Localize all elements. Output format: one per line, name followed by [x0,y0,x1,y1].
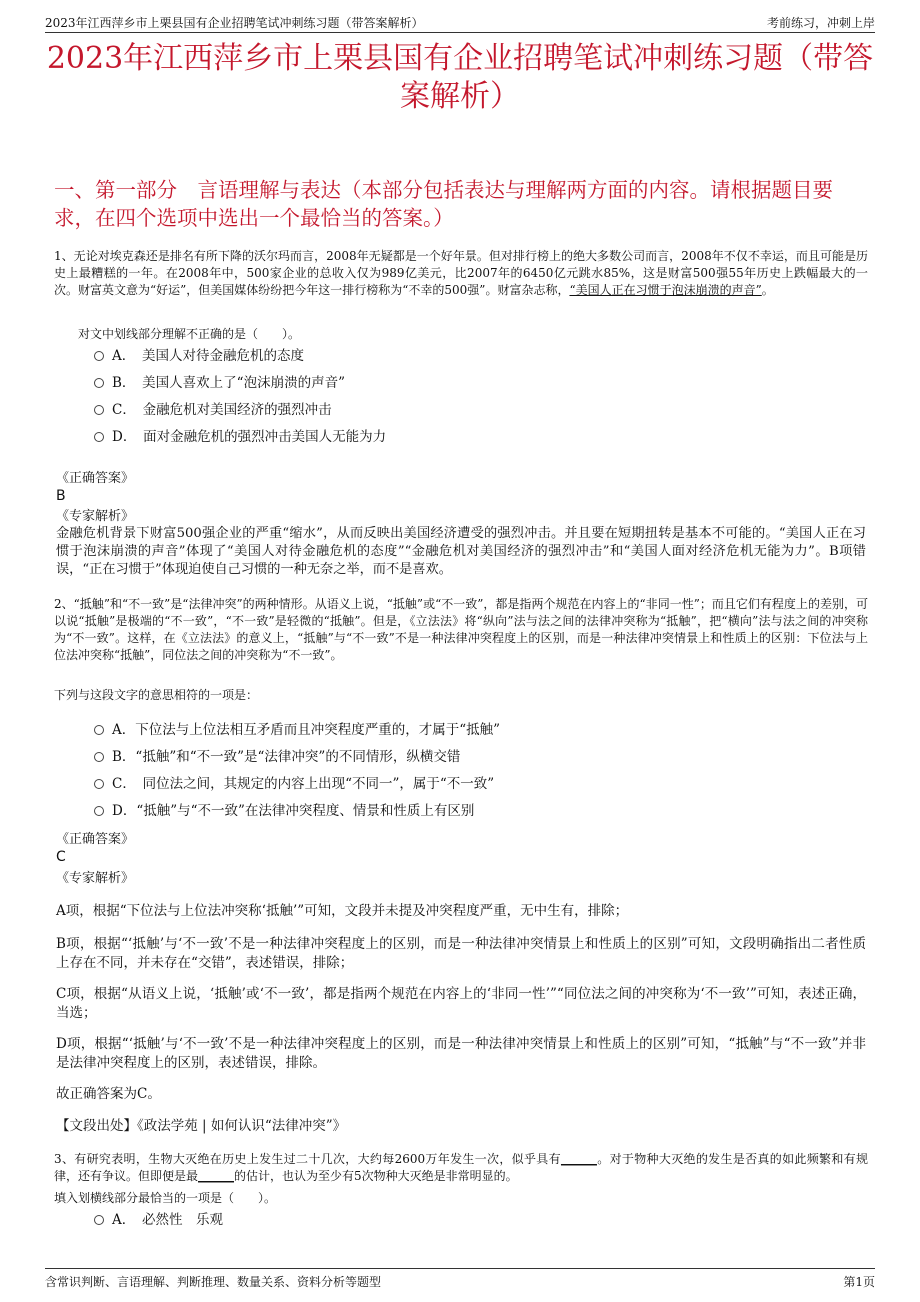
page-header [45,12,875,33]
q2-analysis-d: D项，根据“‘抵触’与‘不一致’不是一种法律冲突程度上的区别，而是一种法律冲突情景上和性质上的区别”可知，“抵触”与“不一致”并非是法律冲突程度上的区别，表述错误，排除。 [56,1036,866,1071]
q2-analysis-c: C项，根据“从语义上说，‘抵触’或‘不一致’，都是指两个规范在内容上的‘非同一性’”“同位法之间的冲突称为‘不一致’”可知，表述正确，当选； [56,986,866,1021]
document-title: 2023年江西萍乡市上栗县国有企业招聘笔试冲刺练习题（带答案解析） [46,41,874,114]
q2-option-c-label: C． 同位法之间，其规定的内容上出现“不同一”，属于“不一致” [112,776,495,792]
q3-blank-2: ______ [198,1169,235,1183]
radio-icon [94,752,104,762]
q1-analysis: 金融危机背景下财富500强企业的严重“缩水”，从而反映出美国经济遭受的强烈冲击。并且要在短期扭转是基本不可能的。“美国人正在习惯于泡沫崩溃的声音”体现了“美国人对待金融危机的态度”“金融危机对美国经济的强烈冲击”和“美国人面对经济危机无能为力”。B项错误，“正在习惯于”体现迫使自己习惯的一种无奈之举，而不是喜欢。 [56,526,866,577]
q1-underlined-text: “美国人正在习惯于泡沫崩溃的声音” [569,283,762,297]
radio-icon [94,806,104,816]
q2-answer: C [56,849,66,865]
footer-note: 含常识判断、言语理解、判断推理、数量关系、资料分析等题型 [45,1275,382,1289]
q2-source: 【文段出处】《政法学苑 | 如何认识“法律冲突”》 [56,1118,347,1134]
q2-option-b-label: B．“抵触”和“不一致”是“法律冲突”的不同情形，纵横交错 [112,749,461,765]
q2-passage: 2、“抵触”和“不一致”是“法律冲突”的两种情形。从语义上说，“抵触”或“不一致”，都是指两个规范在内容上的“非同一性”；而且它们有程度上的差别，可以说“抵触”是极端的“不一致”，“不一致”是轻微的“抵触”。但是，《立法法》将“纵向”法与法之间的法律冲突称为“抵触”，把“横向”法与法之间的冲突称为“不一致”。这样，在《立法法》的意义上，“抵触”与“不一致”不是一种法律冲突程度上的区别，而是一种法律冲突情景上和性质上的区别：下位法与上位法冲突称“抵触”，同位法之间的冲突称为“不一致”。 [54,597,868,662]
q1-analysis-label: 《专家解析》 [56,509,135,524]
q1-passage [54,248,868,299]
q1-passage-end: 。 [761,283,774,297]
q3-passage-b: 。对于物种大灭绝的发生是否真的如此频繁和有规律，还有争议。但即便是最 [54,1152,868,1183]
radio-icon [94,432,104,442]
radio-icon [94,725,104,735]
q2-analysis-a: A项，根据“下位法与上位法冲突称‘抵触’”可知，文段并未提及冲突程度严重，无中生有，排除； [56,903,629,919]
radio-icon [94,378,104,388]
page-footer [45,1268,875,1289]
q1-option-c-label: C． 金融危机对美国经济的强烈冲击 [112,402,332,418]
q2-option-a[interactable] [94,720,500,740]
q1-option-c[interactable] [94,400,332,420]
q2-analysis-label: 《专家解析》 [56,871,135,886]
q3-option-a-label: A． 必然性 乐观 [112,1212,223,1228]
radio-icon [94,779,104,789]
q1-option-a-label: A． 美国人对待金融危机的态度 [112,348,304,364]
q3-prompt: 填入划横线部分最恰当的一项是（ ）。 [54,1191,277,1205]
q1-option-d[interactable] [94,427,386,447]
q2-conclusion: 故正确答案为C。 [56,1086,161,1102]
q2-answer-label: 《正确答案》 [56,832,135,847]
q1-option-b-label: B． 美国人喜欢上了“泡沫崩溃的声音” [112,375,345,391]
q2-option-d-label: D．“抵触”与“不一致”在法律冲突程度、情景和性质上有区别 [112,803,475,819]
q1-prompt: 对文中划线部分理解不正确的是（ ）。 [78,327,301,341]
q2-prompt: 下列与这段文字的意思相符的一项是： [54,688,259,702]
q3-blank: ______ [560,1152,597,1166]
q1-option-b[interactable] [94,373,345,393]
q3-passage [54,1151,868,1185]
q3-passage-c: 的估计，也认为至少有5次物种大灭绝是非常明显的。 [234,1169,518,1183]
radio-icon [94,351,104,361]
section-heading: 一、第一部分 言语理解与表达（本部分包括表达与理解两方面的内容。请根据题目要求，在四个选项中选出一个最恰当的答案。） [54,178,833,230]
q1-passage-text: 1、无论对埃克森还是排名有所下降的沃尔玛而言，2008年无疑都是一个好年景。但对排行榜上的绝大多数公司而言，2008年不仅不幸运，而且可能是历史上最糟糕的一年。在2008年中，500家企业的总收入仅为989亿美元，比2007年的6450亿元跳水85%，这是财富500强55年历史上跌幅最大的一次。财富英文意为“好运”，但美国媒体纷纷把今年这一排行榜称为“不幸的500强”。财富杂志称， [54,249,868,297]
q2-option-b[interactable] [94,747,460,767]
q3-option-a[interactable] [94,1210,223,1230]
q3-passage-a: 3、有研究表明，生物大灭绝在历史上发生过二十几次，大约每2600万年发生一次，似乎具有 [54,1152,561,1166]
q1-option-d-label: D． 面对金融危机的强烈冲击美国人无能为力 [112,429,387,445]
radio-icon [94,405,104,415]
q2-analysis-b: B项，根据“‘抵触’与‘不一致’不是一种法律冲突程度上的区别，而是一种法律冲突情景上和性质上的区别”可知，文段明确指出二者性质上存在不同，并未存在“交错”，表述错误，排除； [56,936,866,971]
header-slogan: 考前练习，冲刺上岸 [766,16,875,30]
header-title: 2023年江西萍乡市上栗县国有企业招聘笔试冲刺练习题（带答案解析） [45,16,424,30]
q2-option-c[interactable] [94,774,494,794]
radio-icon [94,1215,104,1225]
q2-option-a-label: A．下位法与上位法相互矛盾而且冲突程度严重的，才属于“抵触” [112,722,501,738]
page-number: 第1页 [843,1275,875,1289]
q2-option-d[interactable] [94,801,474,821]
q1-answer: B [56,488,66,504]
q1-answer-label: 《正确答案》 [56,471,135,486]
q1-option-a[interactable] [94,346,304,366]
